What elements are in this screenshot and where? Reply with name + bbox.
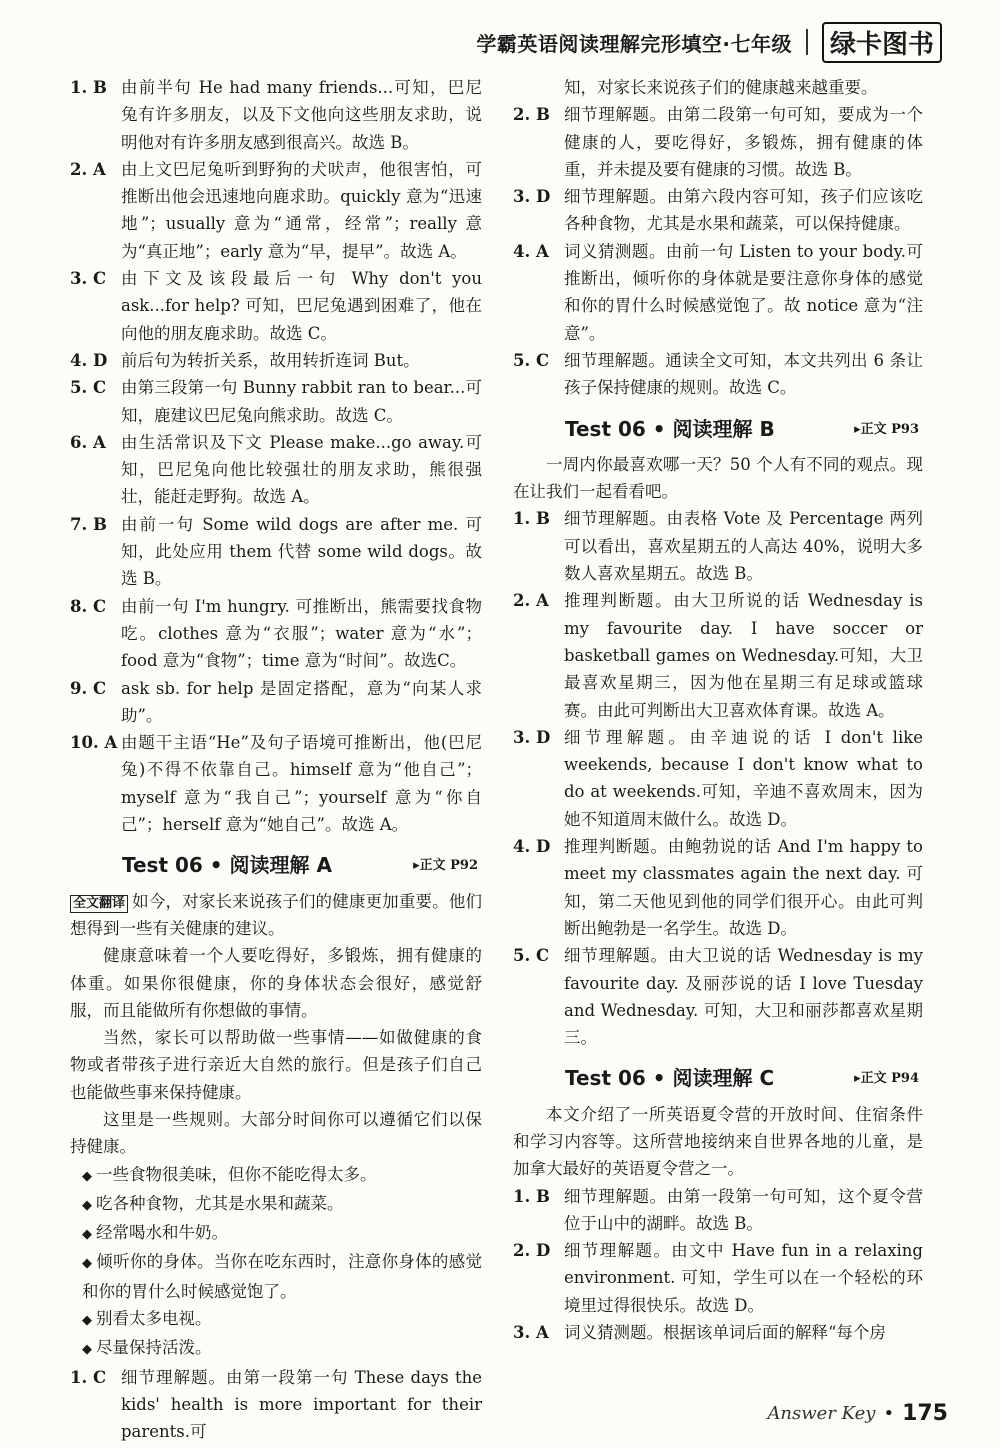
section-c-heading <box>513 1065 923 1092</box>
diamond-bullet-icon: ◆ <box>82 1313 92 1329</box>
answer-item <box>513 238 923 347</box>
answer-text: 推理判断题。由大卫所说的话 Wednesday is my favourite day. I have soccer or basketball games on Wednesday.可知，大卫最喜欢星期三，因为他在星期三有足球或篮球赛。由此可判断出大卫喜欢体育课。故选 A。 <box>564 591 923 720</box>
rule-text: 别看太多电视。 <box>96 1309 212 1329</box>
answer-text: 由前一句 I'm hungry. 可推断出，熊需要找食物吃。clothes 意为“衣服”；water 意为“水”；food 意为“食物”；time 意为“时间”。故选C。 <box>121 596 482 671</box>
answer-item <box>513 942 923 1051</box>
answer-item <box>513 101 923 183</box>
answer-item <box>513 505 923 587</box>
translation-paragraph: 健康意味着一个人要吃得好，多锻炼，拥有健康的体重。如果你很健康，你的身体状态会很好，感觉舒服，而且能做所有你想做的事情。 <box>70 946 482 1020</box>
answer-text: 由上文巴尼兔听到野狗的犬吠声，他很害怕，可推断出他会迅速地向鹿求助。quickly 意为“迅速地”；usually 意为“通常，经常”；really 意为“真正地”；early 意为“早，提早”。故选 A。 <box>121 159 482 261</box>
translation-text: 如今，对家长来说孩子们的健康更加重要。他们想得到一些有关健康的建议。 <box>70 891 482 938</box>
diamond-bullet-icon: ◆ <box>82 1197 92 1213</box>
section-b-answers <box>513 505 923 1051</box>
answer-text: ask sb. for help 是固定搭配，意为“向某人求助”。 <box>121 678 482 725</box>
translation-rules <box>70 1161 482 1364</box>
diamond-bullet-icon: ◆ <box>82 1227 92 1243</box>
answer-text: 由第三段第一句 Bunny rabbit ran to bear...可知，鹿建议巴尼兔向熊求助。故选 C。 <box>121 378 482 425</box>
answer-item <box>513 1183 923 1238</box>
answer-continuation <box>513 74 923 101</box>
answer-text: 词义猜测题。根据该单词后面的解释“每个房 <box>564 1323 886 1343</box>
cloze-answers <box>70 74 482 838</box>
answer-text: 知，对家长来说孩子们的健康越来越重要。 <box>564 78 878 97</box>
section-c-intro: 本文介绍了一所英语夏令营的开放时间、住宿条件和学习内容等。这所营地接纳来自世界各地的儿童，是加拿大最好的英语夏令营之一。 <box>513 1104 923 1179</box>
answer-number: 5. C <box>70 378 107 398</box>
answer-item <box>513 724 923 833</box>
section-b-title: Test 06 • 阅读理解 B <box>565 416 775 441</box>
answer-item <box>70 265 482 347</box>
answer-number: 3. C <box>70 269 107 289</box>
answer-number: 3. A <box>513 1323 549 1343</box>
answer-number: 9. C <box>70 678 107 698</box>
answer-text: 由下文及该段最后一句 Why don't you ask...for help? 可知，巴尼兔遇到困难了，他在向他的朋友鹿求助。故选 C。 <box>121 269 482 343</box>
page-header <box>476 22 942 62</box>
answer-item <box>513 1237 923 1319</box>
answer-number: 1. C <box>70 1367 107 1387</box>
answer-item <box>70 1364 482 1446</box>
section-b-heading <box>513 416 923 443</box>
answer-item <box>70 429 482 511</box>
answer-number: 4. D <box>70 350 108 370</box>
answer-text: 词义猜测题。由前一句 Listen to your body.可推断出，倾听你的身体就是要注意你身体的感觉和你的胃什么时候感觉饱了。故 notice 意为“注意”。 <box>564 241 923 343</box>
section-a-answers <box>513 101 923 401</box>
rule-item <box>70 1219 482 1248</box>
answer-item <box>70 74 482 156</box>
answer-number: 1. B <box>513 1186 550 1206</box>
section-b-page-ref: ▸正文 P93 <box>854 421 919 437</box>
answer-number: 3. D <box>513 727 551 747</box>
answer-text: 由生活常识及下文 Please make...go away.可知，巴尼兔向他比较强壮的朋友求助，熊很强壮，能赶走野狗。故选 A。 <box>121 432 482 507</box>
diamond-bullet-icon: ◆ <box>82 1342 92 1358</box>
answer-text: 细节理解题。由第一段第一句可知，这个夏令营位于山中的湖畔。故选 B。 <box>564 1186 923 1233</box>
rule-item <box>70 1190 482 1219</box>
answer-item <box>513 833 923 942</box>
answer-item <box>70 729 482 838</box>
answer-item <box>70 511 482 593</box>
answer-text: 由题干主语“He”及句子语境可推断出，他(巴尼兔)不得不依靠自己。himself 意为“他自己”；myself 意为“我自己”；yourself 意为“你自己”；herself 意为“她自己”。故选 A。 <box>121 733 482 835</box>
section-c-page-ref: ▸正文 P94 <box>854 1071 919 1087</box>
book-title: 学霸英语阅读理解完形填空·七年级 <box>476 31 792 56</box>
brand-logo: 绿卡图书 <box>822 22 942 63</box>
answer-number: 2. A <box>513 591 549 611</box>
answer-text: 由前半句 He had many friends...可知，巴尼兔有许多朋友，以及下文他向这些朋友求助，说明他对有许多朋友感到很高兴。故选 B。 <box>121 78 482 152</box>
answer-item <box>70 374 482 429</box>
section-b-intro: 一周内你最喜欢哪一天？50 个人有不同的观点。现在让我们一起看看吧。 <box>513 454 923 502</box>
rule-text: 吃各种食物，尤其是水果和蔬菜。 <box>96 1193 344 1213</box>
answer-number: 2. D <box>513 1241 551 1261</box>
answer-number: 2. A <box>70 159 106 179</box>
rule-text: 倾听你的身体。当你在吃东西时，注意你身体的感觉和你的胃什么时候感觉饱了。 <box>82 1252 482 1301</box>
section-c-title: Test 06 • 阅读理解 C <box>565 1066 775 1091</box>
rule-text: 经常喝水和牛奶。 <box>96 1223 228 1243</box>
answer-item <box>70 347 482 374</box>
answer-item <box>70 593 482 675</box>
answer-item <box>513 347 923 402</box>
answer-number: 5. C <box>513 350 550 370</box>
section-a-title: Test 06 • 阅读理解 A <box>122 853 332 878</box>
section-a-page-ref: ▸正文 P92 <box>413 858 478 874</box>
page-number: 175 <box>902 1401 948 1426</box>
translation-paragraphs <box>70 942 482 1160</box>
answer-text: 细节理解题。由大卫说的话 Wednesday is my favourite day. 及丽莎说的话 I love Tuesday and Wednesday. 可知，大卫和丽莎都喜欢星期三。 <box>564 946 923 1048</box>
rule-item <box>70 1161 482 1190</box>
rule-item <box>70 1248 482 1305</box>
answer-item <box>513 183 923 238</box>
answer-number: 5. C <box>513 946 550 966</box>
answer-number: 7. B <box>70 514 107 534</box>
answer-number: 2. B <box>513 105 550 125</box>
answer-number: 10. A <box>70 733 118 753</box>
answer-number: 6. A <box>70 432 106 452</box>
answer-text: 细节理解题。由辛迪说的话 I don't like weekends, because I don't know what to do at weekends.可知，辛迪不喜欢周末，因为她不知道周末做什么。故选 D。 <box>564 727 923 829</box>
left-column <box>70 74 482 1446</box>
answer-text: 细节理解题。由表格 Vote 及 Percentage 两列可以看出，喜欢星期五的人高达 40%，说明大多数人喜欢星期五。故选 B。 <box>564 509 923 584</box>
footer-dot: • <box>883 1403 895 1424</box>
diamond-bullet-icon: ◆ <box>82 1256 93 1272</box>
answer-text: 细节理解题。由第二段第一句可知，要成为一个健康的人，要吃得好，多锻炼，拥有健康的体重，并未提及要有健康的习惯。故选 B。 <box>564 105 923 179</box>
rule-item <box>70 1334 482 1363</box>
rule-text: 一些食物很美味，但你不能吃得太多。 <box>96 1164 377 1184</box>
answer-text: 细节理解题。由第一段第一句 These days the kids' health is more important for their parents.可 <box>121 1367 482 1442</box>
rule-item <box>70 1305 482 1334</box>
answer-item <box>513 1319 923 1346</box>
section-c-answers <box>513 1183 923 1347</box>
answer-number: 1. B <box>70 78 107 97</box>
translation-badge: 全文翻译 <box>70 895 128 913</box>
answer-number: 4. D <box>513 837 551 857</box>
answer-text: 细节理解题。由文中 Have fun in a relaxing environment. 可知，学生可以在一个轻松的环境里过得很快乐。故选 D。 <box>564 1241 923 1315</box>
answer-number: 8. C <box>70 596 107 616</box>
diamond-bullet-icon: ◆ <box>82 1168 92 1184</box>
answer-text: 推理判断题。由鲍勃说的话 And I'm happy to meet my classmates again the next day. 可知，第二天他见到他的同学们很开心。由此可判断出鲍勃是一名学生。故选 D。 <box>564 837 923 938</box>
rule-text: 尽量保持活泼。 <box>96 1338 212 1358</box>
section-a-heading <box>70 852 482 879</box>
translation-first-para <box>70 888 482 943</box>
right-column <box>513 74 923 1346</box>
answer-number: 3. D <box>513 187 551 207</box>
answer-text: 由前一句 Some wild dogs are after me. 可知，此处应用 them 代替 some wild dogs。故选 B。 <box>121 514 482 589</box>
answer-item <box>513 587 923 723</box>
answer-text: 细节理解题。通读全文可知，本文共列出 6 条让孩子保持健康的规则。故选 C。 <box>564 350 923 398</box>
footer-label: Answer Key <box>767 1403 876 1424</box>
answer-text: 前后句为转折关系，故用转折连词 But。 <box>121 350 420 370</box>
answer-item <box>70 156 482 265</box>
page-footer <box>767 1401 948 1426</box>
header-divider <box>806 29 808 55</box>
answer-text: 细节理解题。由第六段内容可知，孩子们应该吃各种食物，尤其是水果和蔬菜，可以保持健康。 <box>564 187 923 234</box>
answer-number: 4. A <box>513 241 549 261</box>
answer-item <box>70 675 482 730</box>
translation-paragraph: 当然，家长可以帮助做一些事情——如做健康的食物或者带孩子进行亲近大自然的旅行。但是孩子们自己也能做些事来保持健康。 <box>70 1028 482 1102</box>
answer-number: 1. B <box>513 509 550 529</box>
translation-paragraph: 这里是一些规则。大部分时间你可以遵循它们以保持健康。 <box>70 1109 482 1157</box>
